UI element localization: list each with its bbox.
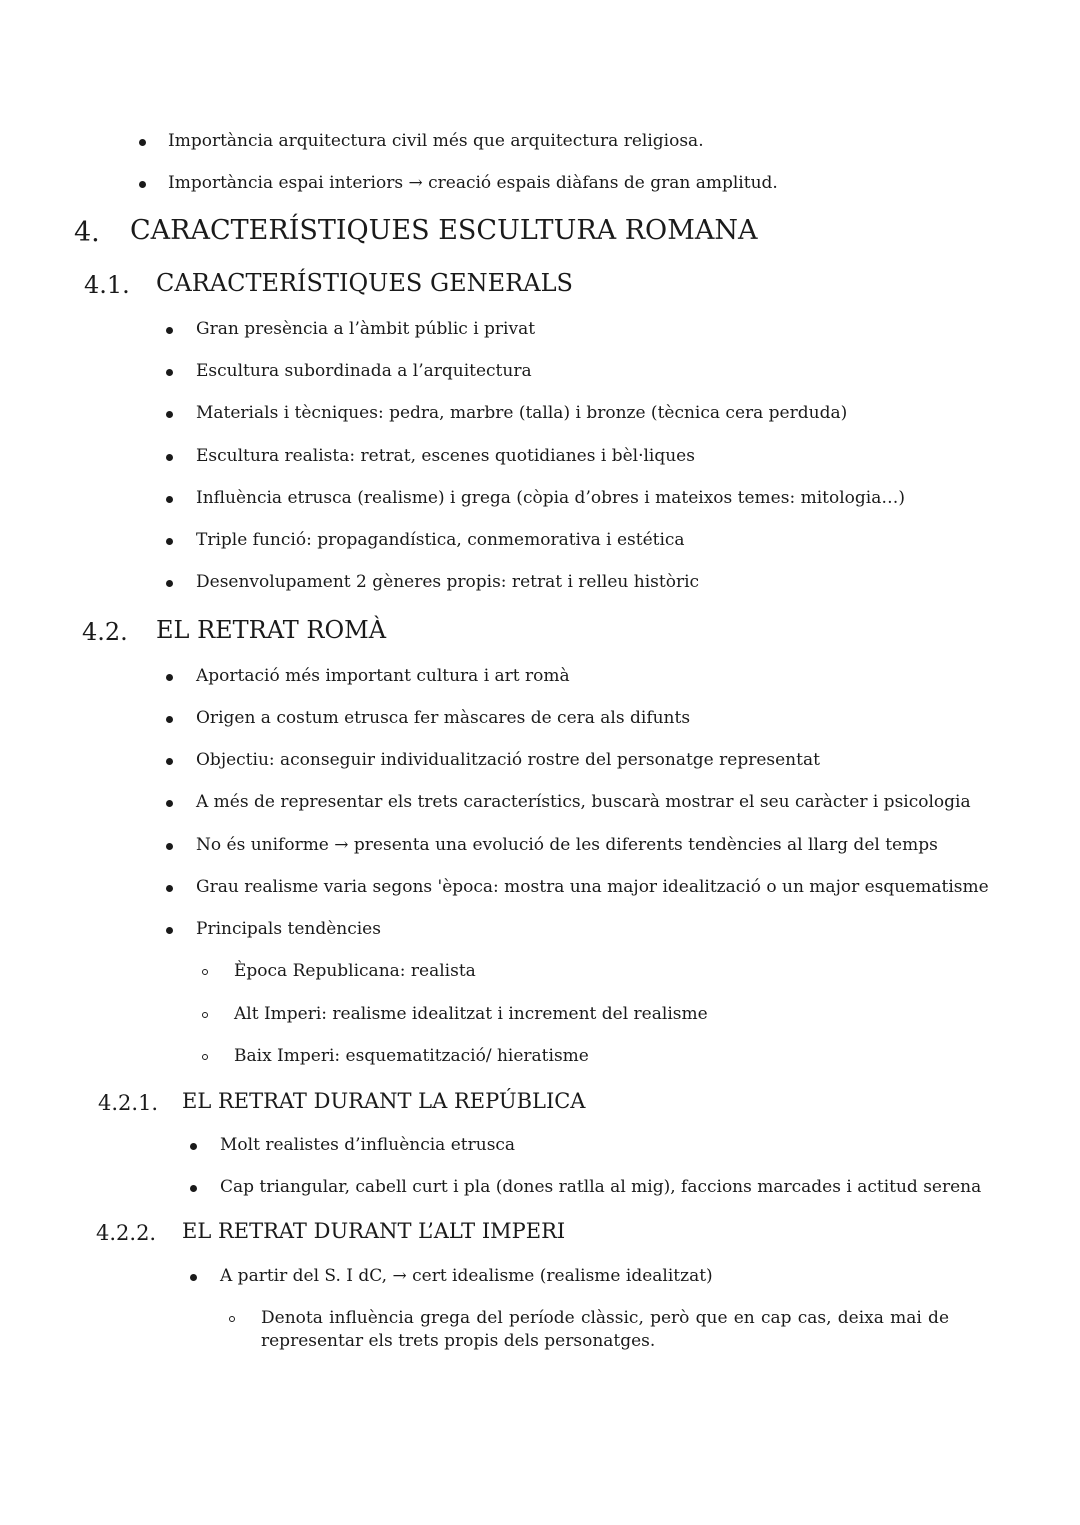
sub-bullet-icon xyxy=(202,1054,208,1060)
list-item: Molt realistes d’influència etrusca xyxy=(220,1135,516,1155)
list-item: Escultura subordinada a l’arquitectura xyxy=(196,361,532,381)
subsection-heading: CARACTERÍSTIQUES GENERALS xyxy=(156,269,573,297)
list-item: Materials i tècniques: pedra, marbre (talla) i bronze (tècnica cera perduda) xyxy=(196,403,848,423)
bullet-icon xyxy=(166,885,173,892)
bullet-icon xyxy=(166,758,173,765)
bullet-icon xyxy=(166,369,173,376)
bullet-icon xyxy=(166,411,173,418)
section-number: 4. xyxy=(74,217,100,248)
bullet-icon xyxy=(166,927,173,934)
subsubsection-number: 4.2.2. xyxy=(96,1221,157,1245)
sub-list-item: Època Republicana: realista xyxy=(234,961,476,981)
bullet-icon xyxy=(190,1143,197,1150)
sub-list-item: Baix Imperi: esquematització/ hieratisme xyxy=(234,1046,589,1066)
bullet-icon xyxy=(166,674,173,681)
bullet-icon xyxy=(166,580,173,587)
list-item: Origen a costum etrusca fer màscares de cera als difunts xyxy=(196,708,691,728)
list-item: Escultura realista: retrat, escenes quotidianes i bèl·liques xyxy=(196,446,695,466)
bullet-icon xyxy=(190,1185,197,1192)
subsubsection-number: 4.2.1. xyxy=(98,1091,159,1115)
bullet-icon xyxy=(166,843,173,850)
list-item: Importància espai interiors → creació espais diàfans de gran amplitud. xyxy=(168,173,778,193)
sub-paragraph: Denota influència grega del període clàssic, però que en cap cas, deixa mai de representar els trets propis dels personatges. xyxy=(261,1308,949,1351)
bullet-icon xyxy=(166,538,173,545)
bullet-icon xyxy=(166,327,173,334)
bullet-icon xyxy=(139,181,146,188)
bullet-icon xyxy=(190,1274,197,1281)
sub-bullet-icon xyxy=(202,1012,208,1018)
list-item: Triple funció: propagandística, conmemorativa i estética xyxy=(196,530,685,550)
subsection-number: 4.1. xyxy=(84,271,130,299)
sub-bullet-icon xyxy=(202,969,208,975)
subsection-heading: EL RETRAT ROMÀ xyxy=(156,616,387,644)
bullet-icon xyxy=(166,800,173,807)
list-item: Influència etrusca (realisme) i grega (còpia d’obres i mateixos temes: mitologia…) xyxy=(196,488,905,508)
subsubsection-heading: EL RETRAT DURANT L’ALT IMPERI xyxy=(182,1219,566,1243)
bullet-icon xyxy=(139,139,146,146)
list-item: A més de representar els trets característics, buscarà mostrar el seu caràcter i psicologia xyxy=(196,792,971,812)
list-item: Grau realisme varia segons 'època: mostra una major idealització o un major esquematisme xyxy=(196,877,989,897)
list-item: Cap triangular, cabell curt i pla (dones ratlla al mig), faccions marcades i actitud serena xyxy=(220,1177,982,1197)
list-item: No és uniforme → presenta una evolució de les diferents tendències al llarg del temps xyxy=(196,835,938,855)
list-item: Importància arquitectura civil més que arquitectura religiosa. xyxy=(168,131,704,151)
section-heading: CARACTERÍSTIQUES ESCULTURA ROMANA xyxy=(130,215,758,246)
sub-bullet-icon xyxy=(229,1316,235,1322)
subsubsection-heading: EL RETRAT DURANT LA REPÚBLICA xyxy=(182,1089,586,1113)
subsection-number: 4.2. xyxy=(82,618,128,646)
bullet-icon xyxy=(166,496,173,503)
list-item: A partir del S. I dC, → cert idealisme (realisme idealitzat) xyxy=(220,1266,713,1286)
list-item: Aportació més important cultura i art romà xyxy=(196,666,570,686)
bullet-icon xyxy=(166,454,173,461)
list-item: Gran presència a l’àmbit públic i privat xyxy=(196,319,536,339)
bullet-icon xyxy=(166,716,173,723)
list-item: Desenvolupament 2 gèneres propis: retrat i relleu històric xyxy=(196,572,700,592)
sub-list-item: Alt Imperi: realisme idealitzat i increment del realisme xyxy=(234,1004,708,1024)
list-item: Objectiu: aconseguir individualització rostre del personatge representat xyxy=(196,750,820,770)
list-item: Principals tendències xyxy=(196,919,381,939)
